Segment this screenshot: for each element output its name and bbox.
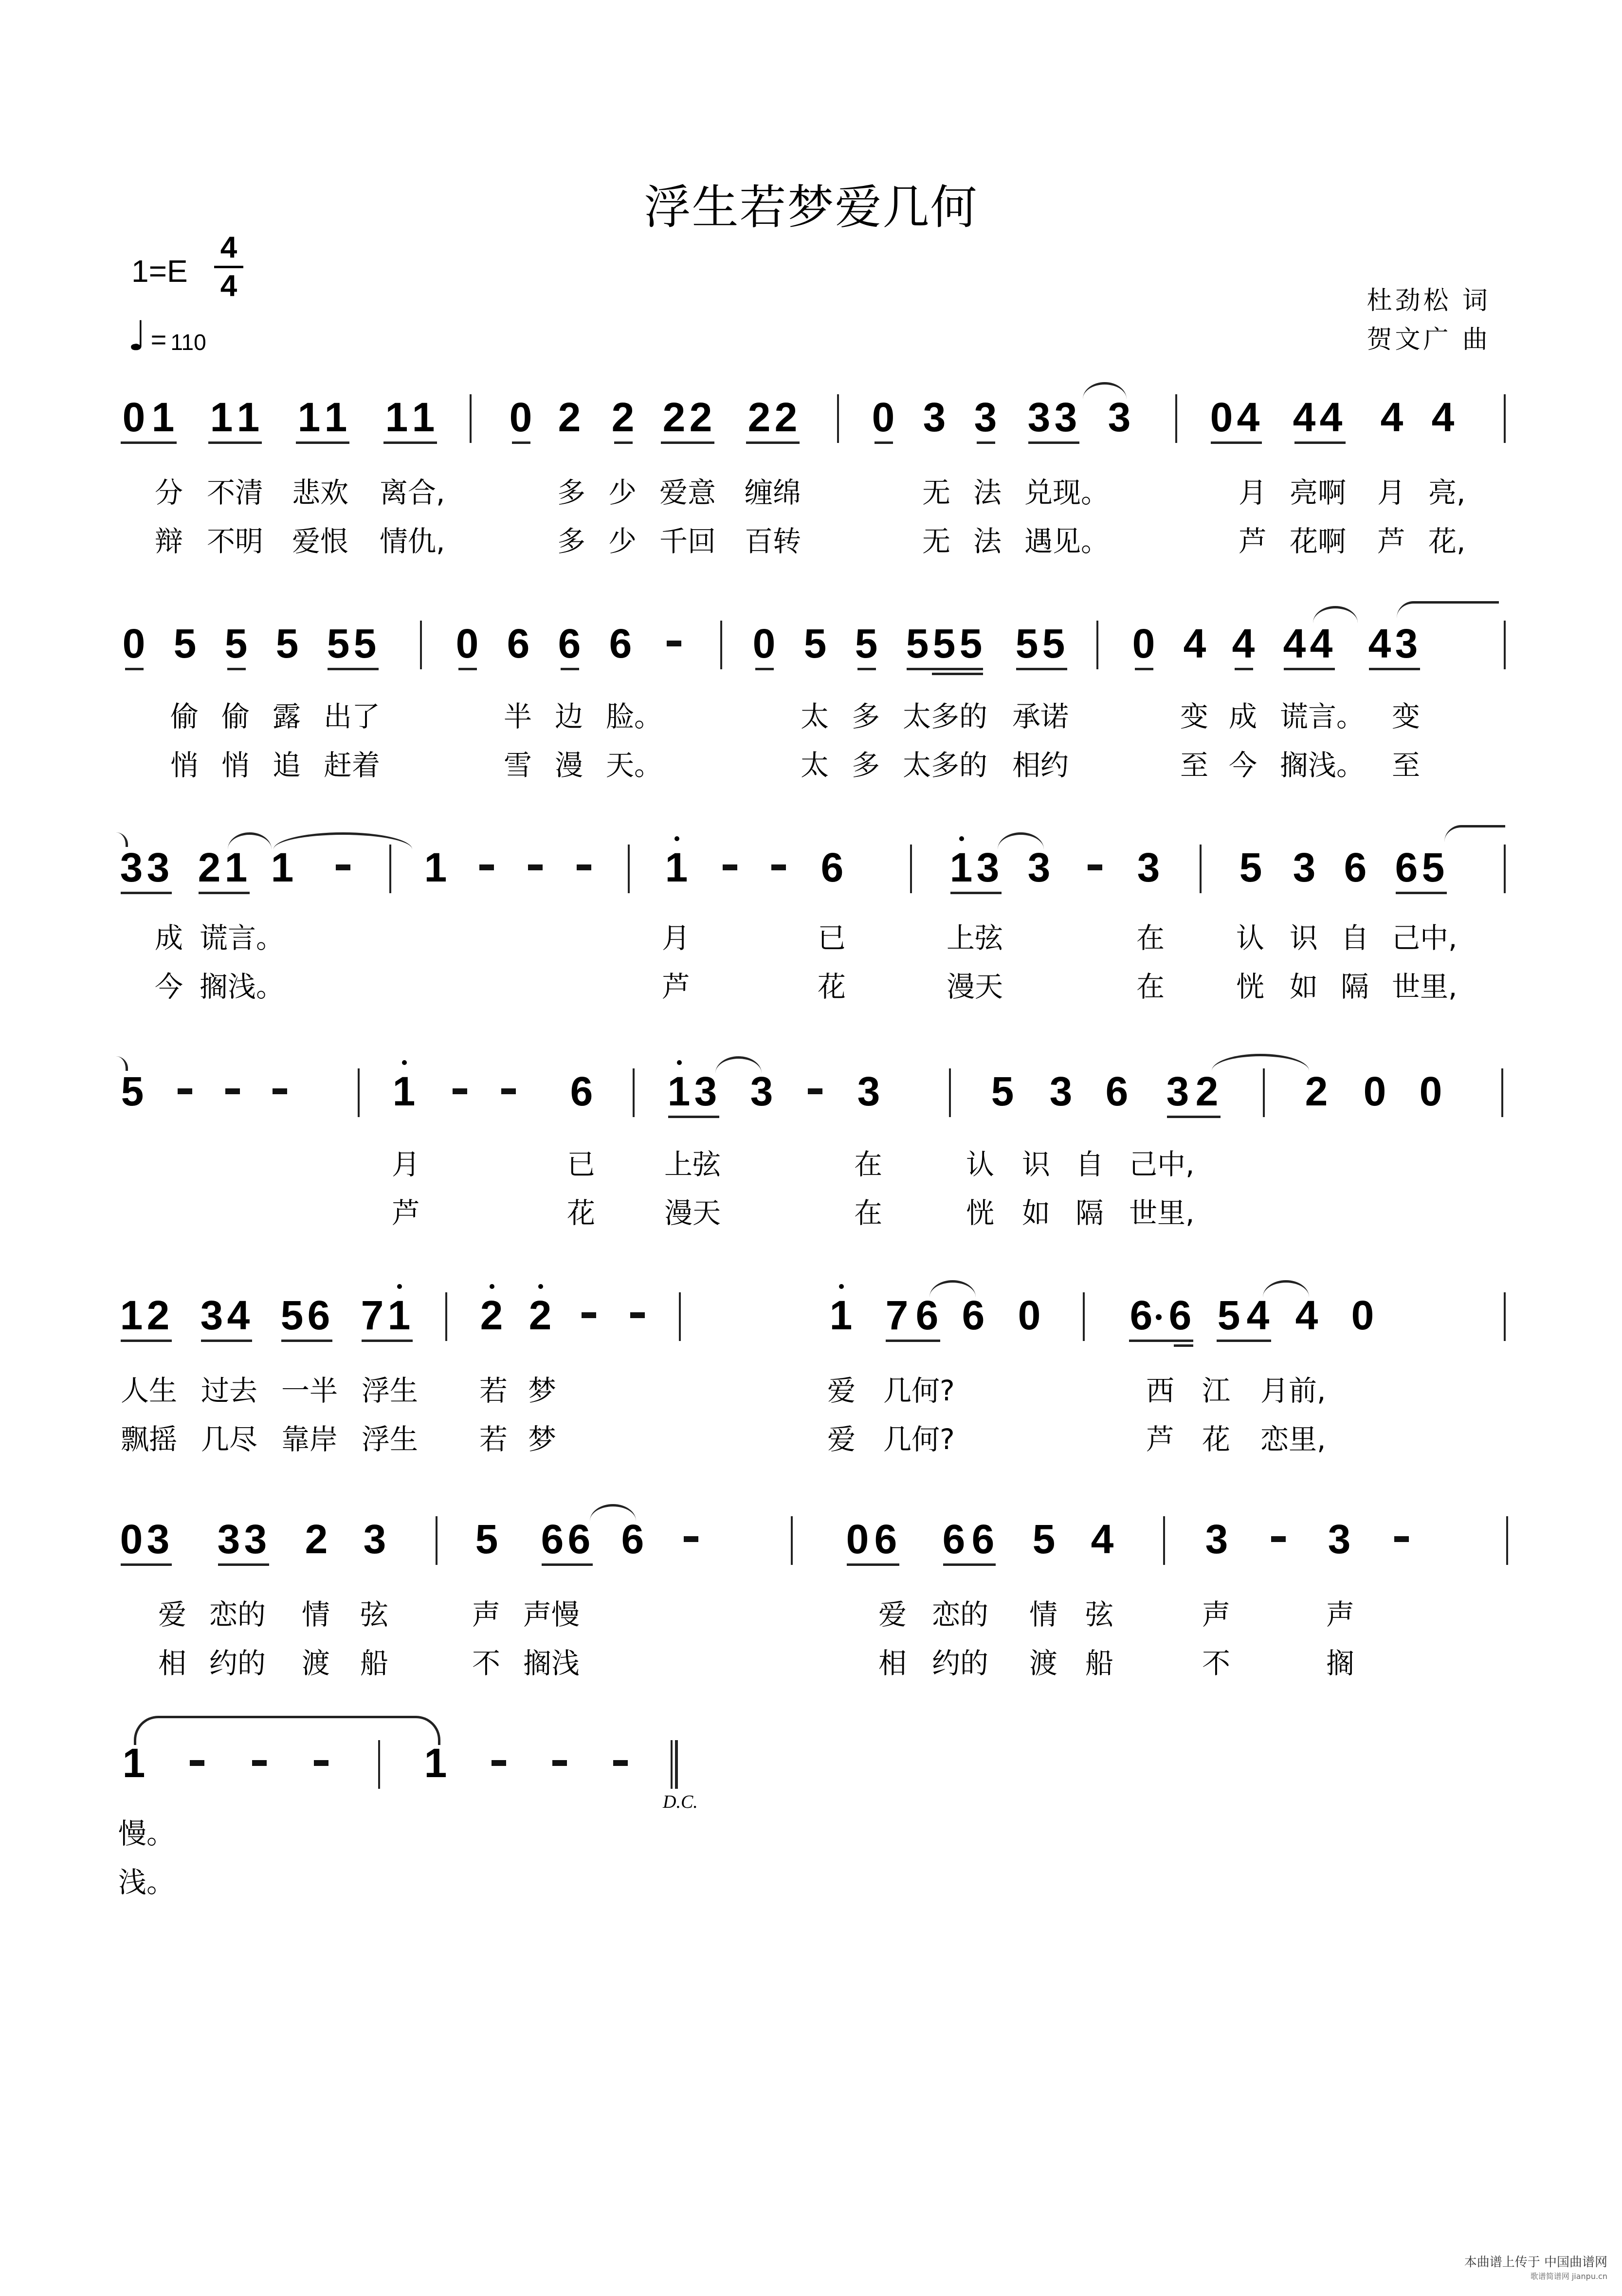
time-signature-bottom: 4 bbox=[220, 269, 237, 303]
barline bbox=[1175, 394, 1177, 443]
time-signature-top: 4 bbox=[220, 231, 237, 264]
barline bbox=[436, 1516, 437, 1565]
barline bbox=[1163, 1516, 1165, 1565]
barline bbox=[1504, 394, 1506, 443]
dash bbox=[190, 1760, 204, 1766]
barline bbox=[420, 621, 422, 669]
dash bbox=[1271, 1536, 1286, 1542]
barline bbox=[1501, 1068, 1503, 1117]
barline bbox=[1083, 1292, 1085, 1341]
tempo-value: 110 bbox=[170, 330, 206, 355]
barline bbox=[1504, 845, 1506, 893]
dash bbox=[723, 864, 737, 870]
slur bbox=[1397, 601, 1499, 618]
barline bbox=[1504, 1292, 1506, 1341]
dash bbox=[808, 1088, 822, 1094]
barline bbox=[633, 1068, 635, 1117]
barline bbox=[445, 1292, 447, 1341]
dash bbox=[582, 1312, 596, 1318]
key-signature: 1=E bbox=[131, 254, 188, 289]
dash bbox=[273, 1088, 287, 1094]
dash bbox=[577, 864, 591, 870]
barline bbox=[837, 394, 839, 443]
slur bbox=[1444, 825, 1505, 842]
barline bbox=[1504, 621, 1506, 669]
dash bbox=[1088, 864, 1102, 870]
barline bbox=[720, 621, 722, 669]
augmentation-dot bbox=[1156, 1314, 1162, 1320]
dash bbox=[492, 1760, 506, 1766]
staff-row-5: 1 2 3 4 5 6 7 1 2 2 1 7 6 6 0 6 6 5 4 4 0 人生 过去 一半 浮生 若 梦 爱 几何? 西 江 月前, 飘摇 几尽 靠岸 浮生 若 梦 爱 几何? 芦 花 恋里, bbox=[0, 1295, 1622, 1470]
staff-row-1: 0 1 1 1 1 1 1 1 0 2 2 2 2 2 2 0 3 3 3 3 3 0 4 4 4 4 4 分 不清 悲欢 离合, 多 少 爱意 缠绵 无 法 兑现。 月 亮啊 月 亮, 辩 不明 爱恨 情仇, 多 少 千回 百转 无 法 遇见。 芦 花啊 芦 花, bbox=[0, 397, 1622, 572]
dash bbox=[501, 1088, 516, 1094]
tie bbox=[134, 1716, 440, 1745]
tempo-marking: ♩ = 110 bbox=[128, 312, 206, 360]
barline bbox=[949, 1068, 951, 1117]
barline bbox=[389, 845, 391, 893]
barline bbox=[358, 1068, 360, 1117]
dash bbox=[667, 641, 681, 646]
dash bbox=[684, 1536, 698, 1542]
barline bbox=[679, 1292, 681, 1341]
dash bbox=[225, 1088, 240, 1094]
staff-row-6: 0 3 3 3 2 3 5 6 6 6 0 6 6 6 5 4 3 3 爱 恋的 情 弦 声 声慢 爱 恋的 情 弦 声 声 相 约的 渡 船 不 搁浅 相 约的 渡 船 不 搁 bbox=[0, 1519, 1622, 1694]
barline bbox=[628, 845, 630, 893]
slur bbox=[228, 832, 272, 849]
dash bbox=[314, 1760, 328, 1766]
dash bbox=[613, 1760, 628, 1766]
barline bbox=[1263, 1068, 1265, 1117]
barline bbox=[1200, 845, 1202, 893]
tie bbox=[273, 832, 412, 849]
final-barline bbox=[671, 1740, 673, 1789]
dash bbox=[453, 1088, 467, 1094]
barline bbox=[470, 394, 472, 443]
quarter-note-icon: ♩ bbox=[128, 312, 147, 360]
dash bbox=[252, 1760, 267, 1766]
staff-row-7: 1 1 D.C. 慢。 浅。 bbox=[0, 1743, 1622, 1918]
barline bbox=[791, 1516, 793, 1565]
dash bbox=[630, 1312, 645, 1318]
slur bbox=[1313, 606, 1358, 623]
staff-row-4: 5 1 6 1 3 3 3 5 3 6 3 2 2 0 0 月 已 上弦 在 认 识 自 己中, 芦 花 漫天 在 恍 如 隔 世里, bbox=[0, 1071, 1622, 1246]
barline bbox=[378, 1740, 380, 1789]
score-title: 浮生若梦爱几何 bbox=[644, 180, 978, 235]
dash bbox=[771, 864, 786, 870]
barline bbox=[1096, 621, 1098, 669]
staff-row-3: 3 3 2 1 1 1 1 6 1 3 3 3 5 3 6 6 5 成 谎言。 月 已 上弦 在 认 识 自 己中, 今 搁浅。 芦 花 漫天 在 恍 如 隔 世里, bbox=[0, 847, 1622, 1022]
watermark: 本曲谱上传于 中国曲谱网 歌谱简谱网 jianpu.cn bbox=[1464, 2255, 1607, 2281]
time-signature bbox=[214, 233, 243, 301]
staff-row-2: 0 5 5 5 5 5 0 6 6 6 0 5 5 5 5 5 5 5 0 4 4 4 4 4 3 偷 偷 露 出了 半 边 脸。 太 多 太多的 承诺 变 成 谎言。 变 悄 悄 追 赶着 雪 漫 天。 太 多 太多的 相约 至 今 搁浅。 至 bbox=[0, 623, 1622, 798]
dash bbox=[528, 864, 543, 870]
tie bbox=[1212, 1054, 1309, 1071]
dash bbox=[336, 864, 350, 870]
dash bbox=[552, 1760, 567, 1766]
dash bbox=[178, 1088, 192, 1094]
lyricist-credit: 杜劲松 词 bbox=[1367, 286, 1491, 315]
composer-credit: 贺文广 曲 bbox=[1367, 325, 1491, 354]
da-capo-mark: D.C. bbox=[663, 1792, 698, 1812]
barline bbox=[1506, 1516, 1508, 1565]
dash bbox=[479, 864, 494, 870]
barline bbox=[910, 845, 912, 893]
dash bbox=[1394, 1536, 1409, 1542]
